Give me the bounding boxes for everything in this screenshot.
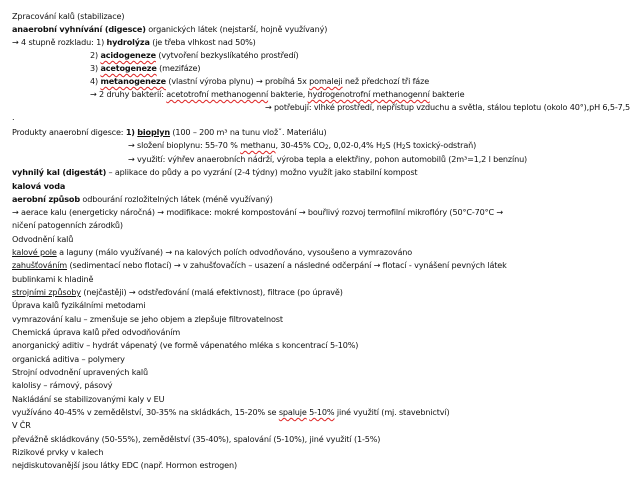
text-line — [12, 207, 503, 218]
text-line — [265, 102, 630, 113]
text-segment: – aplikace do půdy a po vyzrání (2-4 týdny) možno využít jako stabilní kompost — [106, 167, 418, 177]
text-segment: bakterie, — [268, 89, 308, 99]
text-line — [12, 112, 14, 123]
text-segment: Chemická úprava kalů před odvodňováním — [12, 327, 181, 337]
text-segment: bakterie — [429, 89, 465, 99]
text-line — [12, 247, 412, 258]
text-segment: převážně skládkovány (50-55%), zemědělství (35-40%), spalování (5-10%), jiné využití (1-5%) — [12, 434, 381, 444]
text-segment: Rizikové prvky v kalech — [12, 447, 104, 457]
text-line — [12, 367, 148, 378]
text-line — [12, 354, 125, 365]
text-segment: využíváno 40-45% v zemědělství, 30-35% na skládkách, 15-20% se — [12, 407, 279, 417]
text-segment: 5-10% — [309, 407, 335, 417]
text-segment: 2 — [324, 144, 329, 151]
text-segment: acidogeneze — [100, 50, 156, 60]
text-line — [12, 327, 180, 338]
text-segment: (nejčastěji) → odstřeďování (malá efektivnost), filtrace (po úpravě) — [80, 287, 343, 297]
text-segment: kalolisy – rámový, pásový — [12, 380, 113, 390]
text-segment: Strojní odvodnění upravených kalů — [12, 367, 148, 377]
text-line — [90, 76, 429, 87]
text-segment: bioplyn — [137, 127, 170, 137]
text-line — [12, 447, 103, 458]
text-line — [128, 140, 476, 153]
text-segment: acetogeneze — [100, 63, 157, 73]
text-segment: spaluje — [278, 407, 307, 417]
text-segment: pomaleji — [309, 76, 343, 86]
text-segment: 4) — [90, 76, 101, 86]
text-line — [12, 234, 73, 245]
text-segment: → potřebují: vlhké prostředí, nepřístup vzduchu a světla, stálou teplotu (okolo 40°),pH 6,5-7,5 — [265, 102, 630, 112]
text-line — [12, 260, 507, 271]
text-segment: , 30-45% CO — [275, 140, 325, 150]
text-line — [12, 11, 124, 22]
text-segment: , 0,02-0,4% H — [328, 140, 382, 150]
text-segment: jiné využití (mj. stavebnictví) — [334, 407, 450, 417]
text-segment: Nakládání se stabilizovanými kaly v EU — [12, 394, 165, 404]
text-segment: aerobní způsob — [12, 194, 80, 204]
text-line — [12, 167, 417, 178]
text-segment: strojními způsoby — [12, 287, 81, 297]
text-segment: anorganický aditiv – hydrát vápenatý (ve formě vápenatého mléka s koncentrací 5-10%) — [12, 340, 359, 350]
text-segment: → využití: výhřev anaerobních nádrží, výroba tepla a elektřiny, pohon automobilů (2m³=1,2 l benzínu) — [128, 154, 528, 164]
text-line — [12, 287, 343, 298]
text-line — [12, 274, 93, 285]
text-segment: (vytvoření bezkyslíkatého prostředí) — [155, 50, 299, 60]
text-segment: vyhnilý kal (digestát) — [12, 167, 107, 177]
text-segment: (100 – 200 m³ na tunu vložˇ. Materiálu) — [169, 127, 327, 137]
text-segment: → aerace kalu (energeticky náročná) → modifikace: mokré kompostování → bouřlivý rozvoj termofilní mikroflóry (50°C-70°C → — [12, 207, 504, 217]
text-segment: Úprava kalů fyzikálními metodami — [12, 300, 146, 310]
text-line — [12, 181, 65, 192]
text-line — [90, 63, 200, 74]
text-line — [12, 434, 380, 445]
text-segment: → 4 stupně rozkladu: 1) — [12, 37, 107, 47]
text-line — [12, 300, 145, 311]
text-line — [12, 394, 164, 405]
text-segment: (sedimentací nebo flotací) → v zahušťovačích – usazení a následné odčerpání → flotací - vynášení pevných látek — [67, 260, 507, 270]
text-segment: acetotrofní methanogenní — [166, 89, 269, 99]
text-segment: hydrolýza — [106, 37, 150, 47]
text-line — [12, 220, 123, 231]
text-segment: (vlastní výroba plynu) → probíhá 5x — [165, 76, 310, 86]
text-segment: Odvodnění kalů — [12, 234, 74, 244]
text-line — [12, 314, 283, 325]
text-segment: a laguny (málo využívané) → na kalových polích odvodňováno, vysoušeno a vymrazováno — [56, 247, 413, 257]
text-line — [90, 89, 464, 100]
text-line — [12, 340, 358, 351]
text-segment: → složení bioplynu: 55-70 % — [128, 140, 241, 150]
text-line — [12, 37, 256, 48]
text-segment: odbourání rozložitelných látek (méně využívaný) — [80, 194, 273, 204]
text-segment: → 2 druhy bakterií: — [90, 89, 167, 99]
text-segment: 3) — [90, 63, 101, 73]
text-segment: S toxický-odstraň) — [405, 140, 477, 150]
text-line — [90, 50, 299, 61]
text-line — [12, 194, 273, 205]
text-segment: hydrogenotrofní methanogenní — [307, 89, 430, 99]
text-line — [12, 460, 237, 471]
text-segment: (mezifáze) — [156, 63, 201, 73]
text-segment: než předchozí tři fáze — [342, 76, 430, 86]
text-segment: organických látek (nejstarší, hojně využívaný) — [145, 24, 328, 34]
text-line — [12, 127, 326, 138]
text-segment: 1) — [125, 127, 135, 137]
text-segment: kalová voda — [12, 181, 66, 191]
text-segment: bublinkami k hladině — [12, 274, 94, 284]
text-segment: Produkty anaerobní digesce: — [12, 127, 126, 137]
text-line — [12, 407, 450, 418]
text-segment: 2) — [90, 50, 101, 60]
text-line — [128, 154, 527, 165]
text-segment: (je třeba vlhkost nad 50%) — [149, 37, 256, 47]
text-segment: anaerobní vyhnívání (digesce) — [12, 24, 146, 34]
text-segment: metanogeneze — [100, 76, 166, 86]
text-segment: methanu — [240, 140, 276, 150]
text-segment: V ČR — [12, 420, 31, 430]
text-segment: S (H — [385, 140, 402, 150]
text-segment: 2 — [401, 144, 406, 151]
text-segment: organická aditiva – polymery — [12, 354, 125, 364]
text-segment: nejdiskutovanější jsou látky EDC (např. Hormon estrogen) — [12, 460, 237, 470]
text-line — [12, 24, 327, 35]
text-segment: ničení patogenních zárodků) — [12, 220, 123, 230]
text-segment: Zpracování kalů (stabilizace) — [12, 11, 125, 21]
text-segment: zahušťováním — [12, 260, 68, 270]
text-line — [12, 380, 112, 391]
text-line — [12, 420, 31, 431]
text-segment: 2 — [381, 144, 386, 151]
text-segment: vymrazování kalu – zmenšuje se jeho objem a zlepšuje filtrovatelnost — [12, 314, 283, 324]
text-segment: kalové pole — [12, 247, 57, 257]
text-segment: . — [12, 112, 15, 122]
